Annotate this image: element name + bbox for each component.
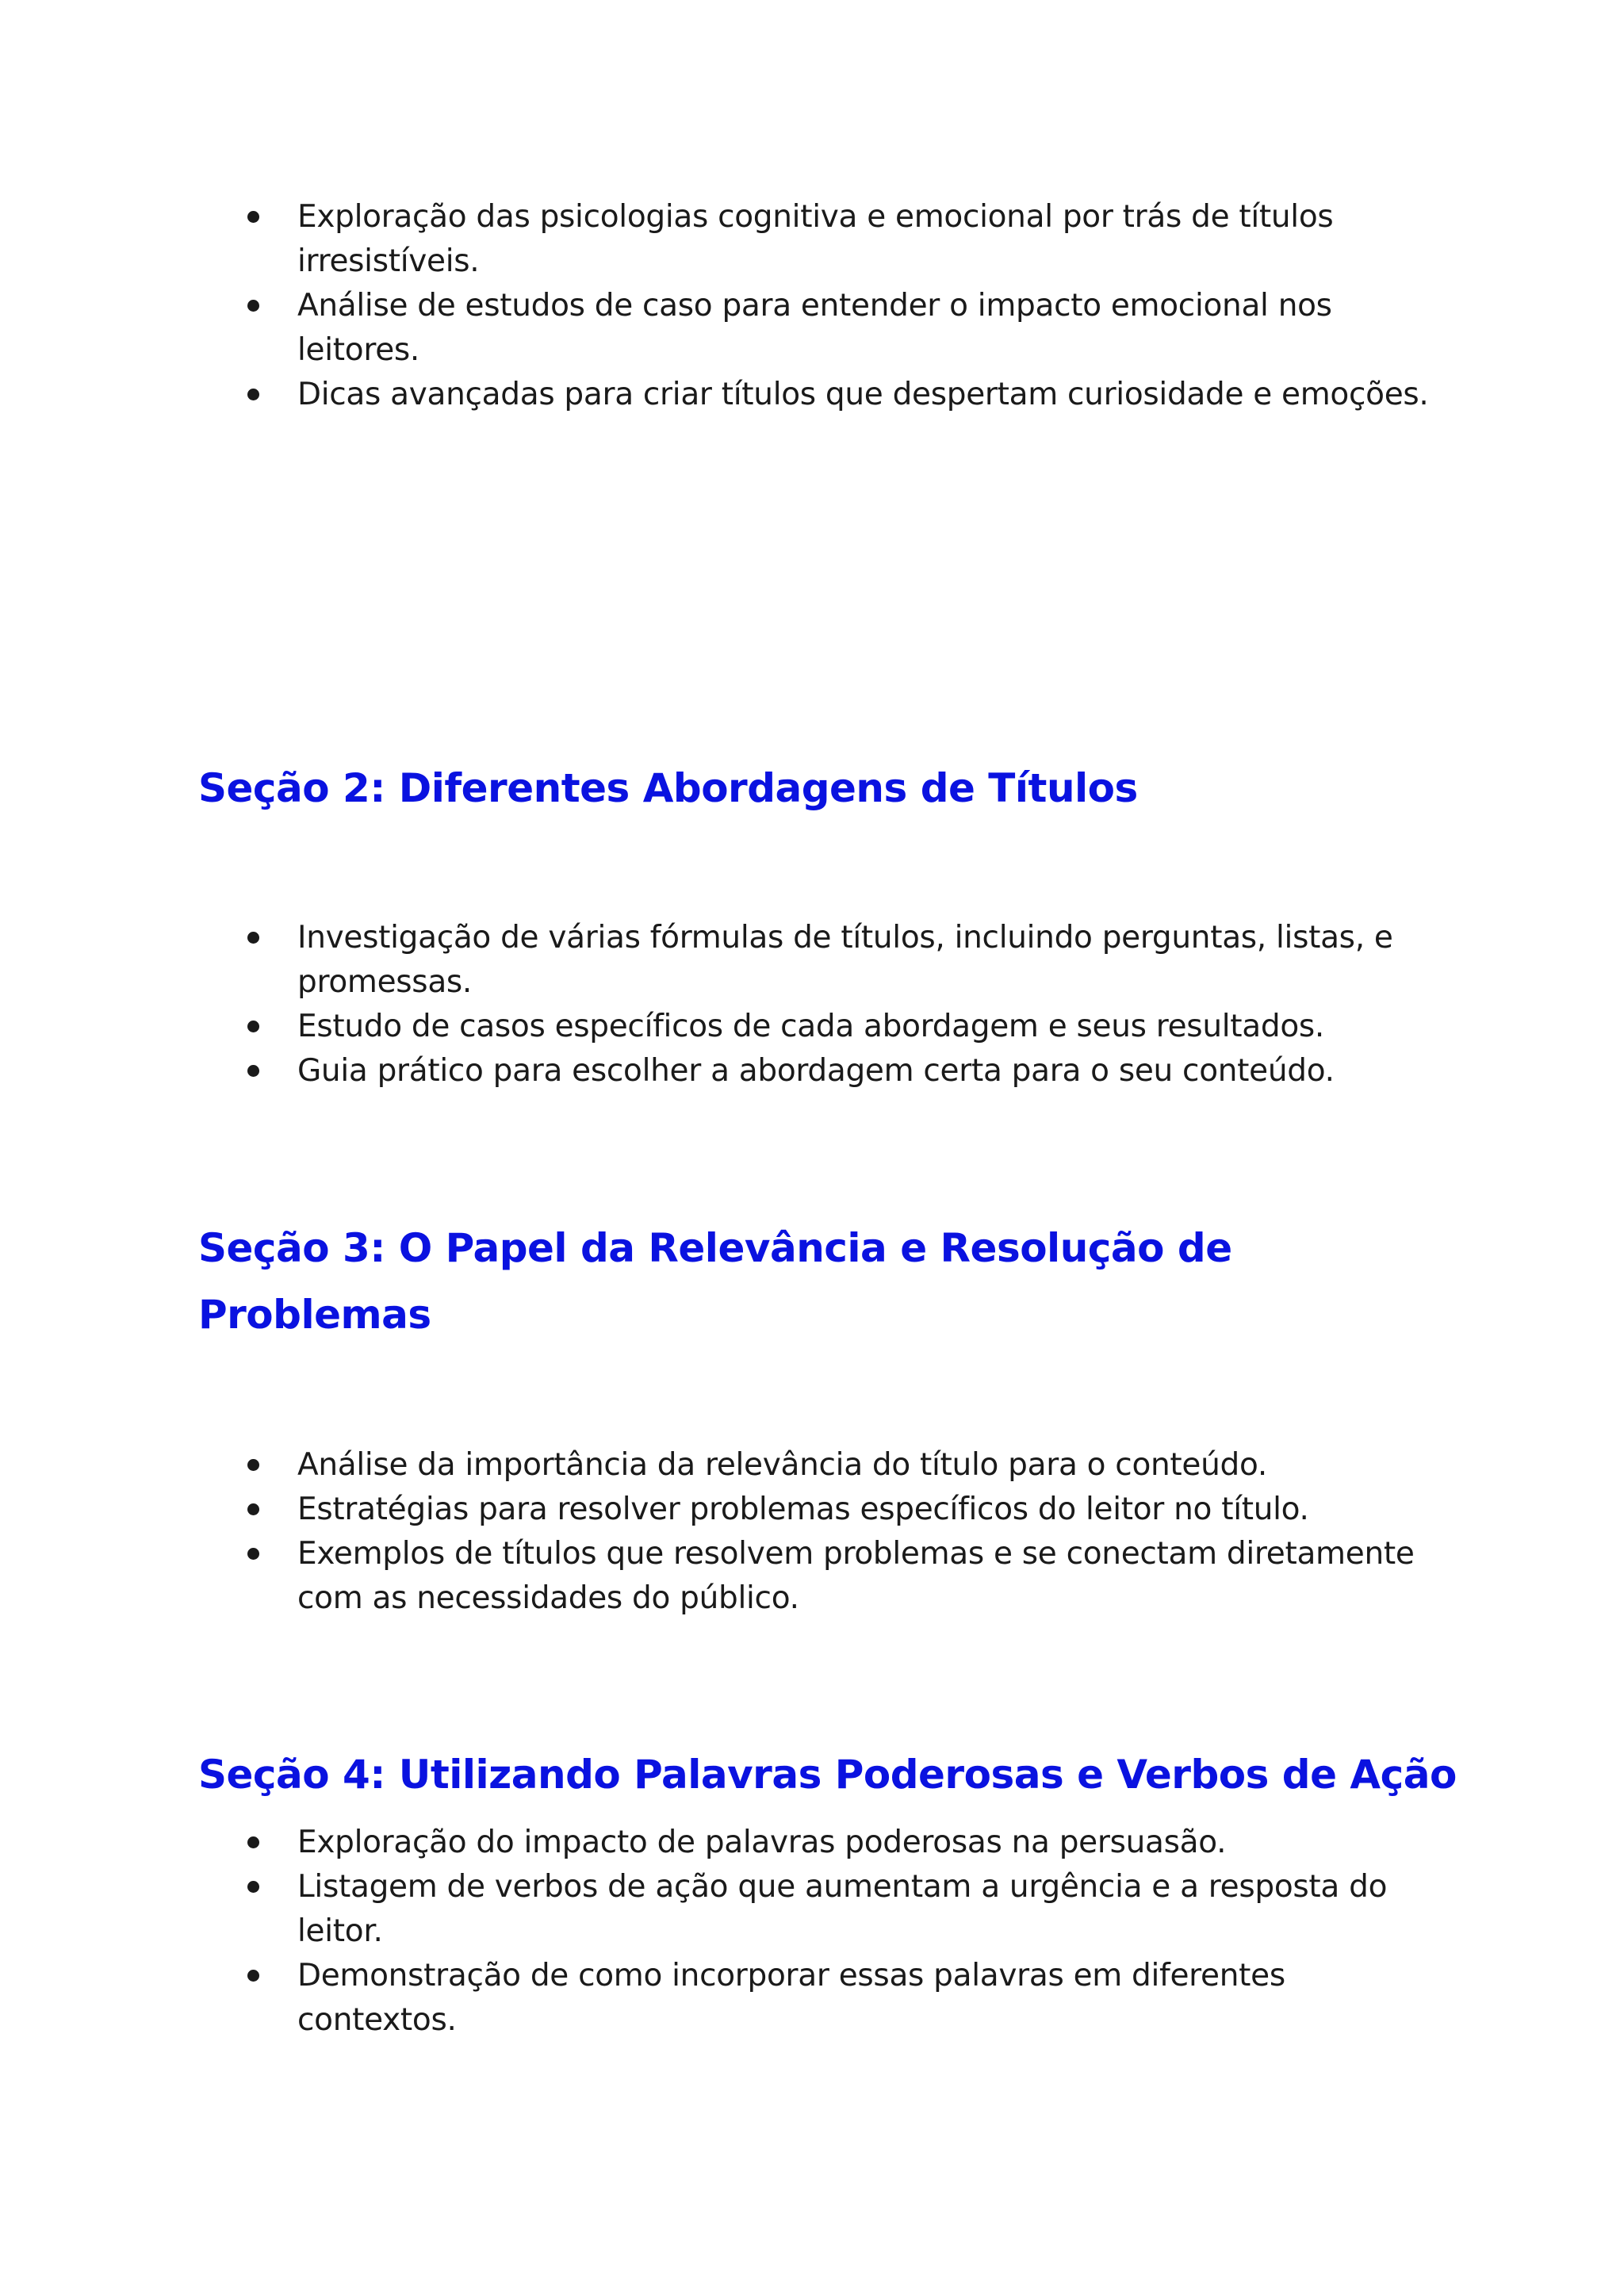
list-item	[0, 1532, 1447, 1621]
list-item-text: Exploração das psicologias cognitiva e emocional por trás de títulos irresistíveis.	[297, 199, 1334, 279]
section-2-bullet-list	[0, 916, 1624, 1093]
heading-line: Seção 4: Utilizando Palavras Poderosas e Verbos de Ação	[198, 1752, 1457, 1798]
bullet-dot-icon	[247, 1065, 259, 1077]
heading-line: Seção 3: O Papel da Relevância e Resolução de	[198, 1225, 1232, 1271]
bullet-dot-icon	[247, 300, 259, 312]
bullet-dot-icon	[247, 1503, 259, 1515]
section-4-bullet-list	[0, 1821, 1624, 2043]
list-item-text: Dicas avançadas para criar títulos que despertam curiosidade e emoções.	[297, 377, 1429, 412]
list-item-text: Análise da importância da relevância do título para o conteúdo.	[297, 1447, 1267, 1483]
list-item-text: Investigação de várias fórmulas de títulos, incluindo perguntas, listas, e promessas.	[297, 920, 1393, 1000]
bullet-dot-icon	[247, 211, 259, 223]
list-item-text: Guia prático para escolher a abordagem certa para o seu conteúdo.	[297, 1053, 1335, 1089]
list-item	[0, 284, 1447, 373]
section-3-heading	[198, 1215, 1232, 1348]
list-item-text: Listagem de verbos de ação que aumentam a urgência e a resposta do leitor.	[297, 1869, 1388, 1949]
list-item	[0, 1865, 1447, 1954]
list-item	[0, 916, 1447, 1005]
list-item	[0, 1954, 1447, 2043]
list-item-text: Exploração do impacto de palavras poderosas na persuasão.	[297, 1825, 1227, 1860]
bullet-dot-icon	[247, 389, 259, 400]
bullet-dot-icon	[247, 1970, 259, 1982]
section-2-heading	[198, 755, 1138, 821]
list-item	[0, 195, 1447, 284]
list-item	[0, 1443, 1447, 1488]
bullet-dot-icon	[247, 1548, 259, 1560]
section-4-heading	[198, 1741, 1457, 1808]
bullet-dot-icon	[247, 1459, 259, 1471]
list-item-text: Exemplos de títulos que resolvem problemas e se conectam diretamente com as necessidades do público.	[297, 1536, 1415, 1616]
list-item	[0, 1488, 1447, 1532]
intro-bullet-list	[0, 195, 1624, 417]
list-item	[0, 1049, 1447, 1093]
bullet-dot-icon	[247, 1881, 259, 1893]
list-item-text: Estudo de casos específicos de cada abordagem e seus resultados.	[297, 1009, 1324, 1044]
heading-line: Seção 2: Diferentes Abordagens de Títulos	[198, 765, 1138, 811]
list-item	[0, 1821, 1447, 1865]
list-item	[0, 1005, 1447, 1049]
bullet-dot-icon	[247, 1021, 259, 1032]
list-item-text: Estratégias para resolver problemas específicos do leitor no título.	[297, 1492, 1309, 1527]
bullet-dot-icon	[247, 1836, 259, 1848]
heading-line: Problemas	[198, 1292, 431, 1338]
section-3-bullet-list	[0, 1443, 1624, 1621]
list-item-text: Demonstração de como incorporar essas palavras em diferentes contextos.	[297, 1958, 1285, 2038]
list-item-text: Análise de estudos de caso para entender o impacto emocional nos leitores.	[297, 288, 1332, 368]
list-item	[0, 373, 1447, 417]
bullet-dot-icon	[247, 932, 259, 944]
